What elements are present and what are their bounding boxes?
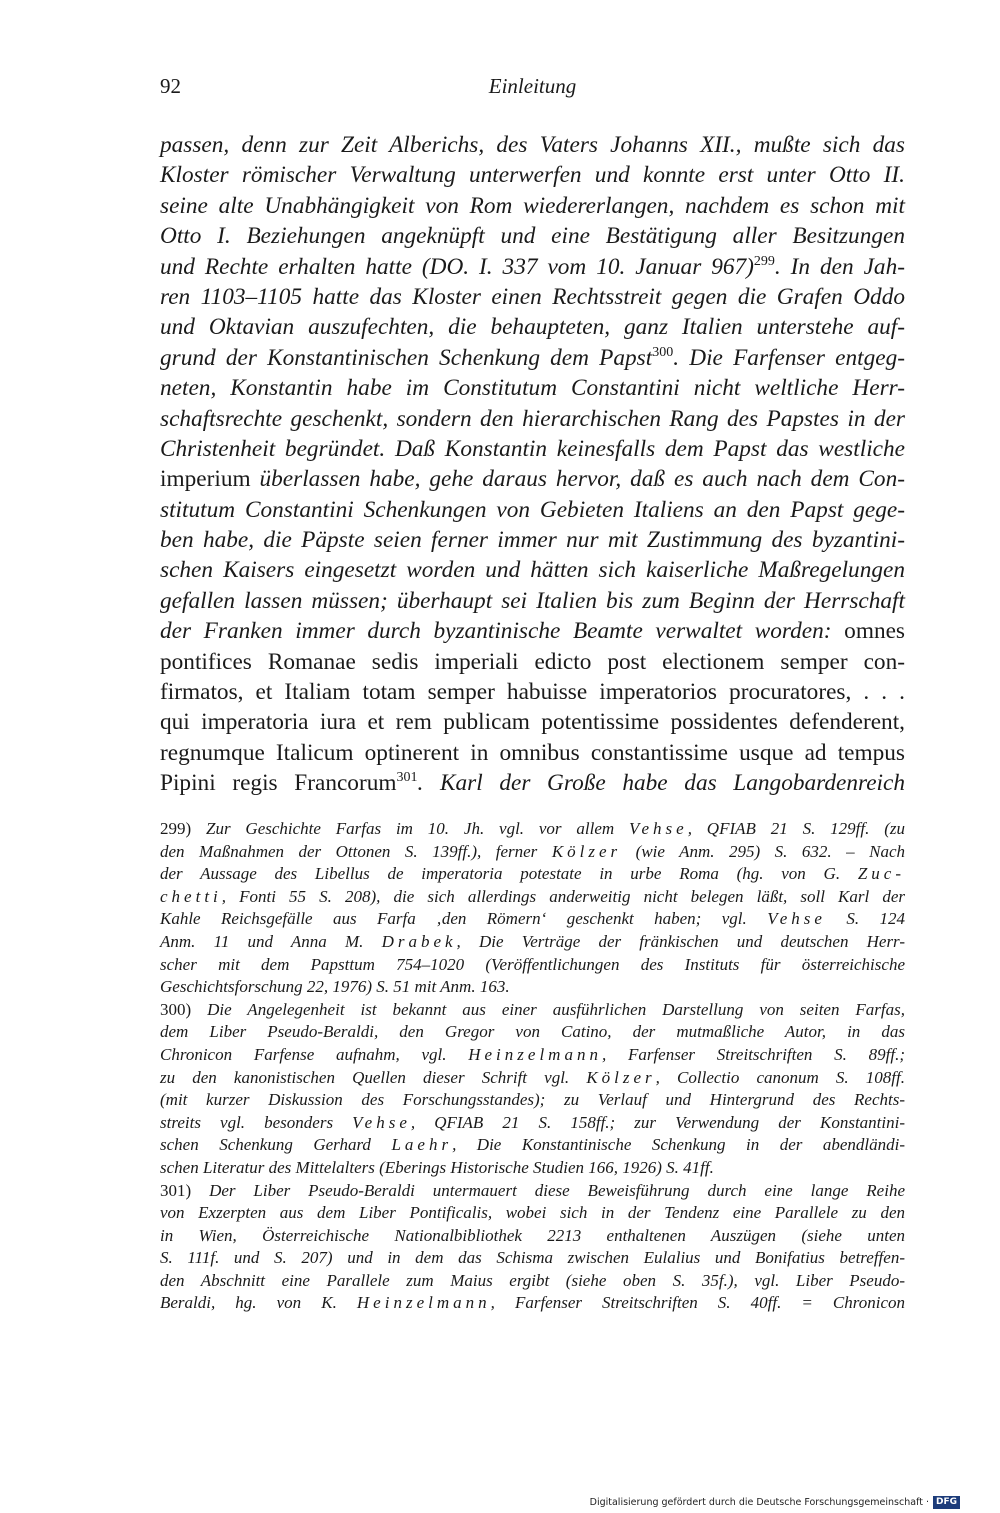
footnote-line: in Wien, Österreichische Nationalbibliothek 2213 enthaltenen Auszügen (siehe unten xyxy=(160,1225,905,1245)
footnote-line: Kahle Reichsgefälle aus Farfa ‚den Römern‘ geschenkt haben; vgl. Vehse S. 124 xyxy=(160,909,906,929)
footnote-line: Geschichtsforschung 22, 1976) S. 51 mit Anm. 163. xyxy=(160,977,510,997)
text-line: seine alte Unabhängigkeit von Rom wiedererlangen, nachdem es schon mit xyxy=(160,192,905,219)
funding-note xyxy=(590,1496,960,1509)
footnote-ref-300: 300 xyxy=(652,344,674,360)
author-name: Kölzer xyxy=(586,1067,656,1087)
author-name: chetti xyxy=(160,886,222,906)
text-line: neten, Konstantin habe im Constitutum Constantini nicht weltliche Herr- xyxy=(160,375,905,402)
footnote-line: schen Schenkung Gerhard Laehr, Die Konstantinische Schenkung in der abendländi- xyxy=(160,1135,906,1155)
footnotes xyxy=(160,818,905,1315)
author-name: Drabek xyxy=(381,931,457,951)
text-line: schaftsrechte geschenkt, sondern den hierarchischen Rang des Papstes in der xyxy=(160,405,905,432)
author-name: Kölzer xyxy=(551,841,622,861)
latin-quote: imperium xyxy=(160,466,251,493)
footnote-line: der Aussage des Libellus de imperatoria potestate in urbe Roma (hg. von G. Zuc- xyxy=(160,864,905,884)
text-line: ren 1103–1105 hatte das Kloster einen Rechtsstreit gegen die Grafen Oddo xyxy=(160,283,905,310)
footnote-line: scher mit dem Papsttum 754–1020 (Veröffentlichungen des Instituts für österreichische xyxy=(160,954,905,974)
author-name: Laehr xyxy=(391,1135,453,1155)
latin-quote-line: pontifices Romanae sedis imperiali edicto post electionem semper con- xyxy=(160,648,905,675)
text-line: der Franken immer durch byzantinische Beamte verwaltet worden: omnes xyxy=(160,618,905,645)
footnote-line: dem Liber Pseudo-Beraldi, den Gregor von Catino, der mutmaßliche Autor, in das xyxy=(160,1022,905,1042)
main-text xyxy=(160,130,905,799)
text-line: ben habe, die Päpste seien ferner immer nur mit Zustimmung des byzantini- xyxy=(160,527,905,554)
text-line: Kloster römischer Verwaltung unterwerfen und konnte erst unter Otto II. xyxy=(160,162,905,189)
funding-text: Digitalisierung gefördert durch die Deutsche Forschungsgemeinschaft · xyxy=(589,1497,929,1508)
footnote-line: streits vgl. besonders Vehse, QFIAB 21 S. 158ff.; zur Verwendung der Konstantini- xyxy=(160,1112,906,1132)
footnote-line: Beraldi, hg. von K. Heinzelmann, Farfenser Streitschriften S. 40ff. = Chronicon xyxy=(160,1293,906,1313)
footnote-line: Chronicon Farfense aufnahm, vgl. Heinzelmann, Farfenser Streitschriften S. 89ff.; xyxy=(160,1044,905,1064)
text-line: und Rechte erhalten hatte (DO. I. 337 vom 10. Januar 967)$^{299}$. In den Jah- xyxy=(160,253,905,280)
footnote-ref-301: 301 xyxy=(396,770,418,786)
text-line: Pipini regis Francorum$^{301}$. Karl der Große habe das Langobardenreich xyxy=(160,770,905,797)
footnote-line: (mit kurzer Diskussion des Forschungsstandes); zu Verlauf und Hintergrund des Rechts- xyxy=(160,1090,905,1110)
footnote-line: Anm. 11 und Anna M. Drabek, Die Verträge der fränkischen und deutschen Herr- xyxy=(160,931,905,951)
footnote-line: zu den kanonistischen Quellen dieser Schrift vgl. Kölzer, Collectio canonum S. 108ff. xyxy=(160,1067,906,1087)
footnote-ref-299: 299 xyxy=(753,253,775,269)
text-line: gefallen lassen müssen; überhaupt sei Italien bis zum Beginn der Herrschaft xyxy=(160,587,905,614)
footnote-line: den Maßnahmen der Ottonen S. 139ff.), ferner Kölzer (wie Anm. 295) S. 632. – Nach xyxy=(160,841,906,861)
footnote-line: schen Literatur des Mittelalters (Eberings Historische Studien 166, 1926) S. 41ff. xyxy=(160,1157,714,1177)
latin-quote: omnes xyxy=(844,618,905,645)
footnote-299: 299) Zur Geschichte Farfas im 10. Jh. vgl. vor allem Vehse, QFIAB 21 S. 129ff. (zu xyxy=(160,819,905,838)
footnote-line: S. 111f. und S. 207) und in dem das Schisma zwischen Eulalius und Bonifatius betreffen- xyxy=(160,1248,905,1268)
author-name: Heinzelmann xyxy=(356,1293,491,1313)
latin-quote-line: qui imperatoria iura et rem publicam potentissime possidentes defenderent, xyxy=(160,709,905,736)
footnote-line: den Abschnitt eine Parallele zum Maius ergibt (siehe oben S. 35f.), vgl. Liber Pseudo- xyxy=(160,1270,905,1290)
text-line: schen Kaisers eingesetzt worden und hätten sich kaiserliche Maßregelungen xyxy=(160,557,905,584)
latin-quote-line: firmatos, et Italiam totam semper habuisse imperatorios procuratores, . . . xyxy=(160,679,905,706)
footnote-line: von Exzerpten aus dem Liber Pontificalis, wobei sich in der Tendenz eine Parallele zu den xyxy=(160,1203,905,1223)
footnote-300: 300) Die Angelegenheit ist bekannt aus einer ausführlichen Darstellung von seiten Farfas, xyxy=(160,999,905,1019)
dfg-logo: DFG xyxy=(933,1496,960,1509)
author-name: Vehse xyxy=(352,1112,411,1132)
text-line: und Oktavian auszufechten, die behaupteten, ganz Italien unterstehe auf- xyxy=(160,314,905,341)
author-name: Heinzelmann xyxy=(468,1044,602,1064)
text-line: stitutum Constantini Schenkungen von Gebieten Italiens an den Papst gege- xyxy=(160,496,905,523)
author-name: Vehse xyxy=(767,909,826,929)
footnote-line: chetti, Fonti 55 S. 208), die sich allerdings anderweitig nicht belegen läßt, soll Karl der xyxy=(160,886,905,906)
text-line: Otto I. Beziehungen angeknüpft und eine Bestätigung aller Besitzungen xyxy=(160,223,905,250)
latin-quote-line: regnumque Italicum optinerent in omnibus constantissime usque ad tempus xyxy=(160,739,905,766)
footnote-301: 301) Der Liber Pseudo-Beraldi untermauert diese Beweisführung durch eine lange Reihe xyxy=(160,1180,905,1200)
running-head: Einleitung xyxy=(488,74,577,98)
page-number: 92 xyxy=(160,74,181,98)
text-line: grund der Konstantinischen Schenkung dem Papst$^{300}$. Die Farfenser entgeg- xyxy=(160,344,905,371)
page-header xyxy=(160,74,905,108)
text-line: Christenheit begründet. Daß Konstantin keinesfalls dem Papst das westliche xyxy=(160,435,905,462)
text-line: imperium überlassen habe, gehe daraus hervor, daß es auch nach dem Con- xyxy=(160,466,905,493)
text-line: passen, denn zur Zeit Alberichs, des Vaters Johanns XII., mußte sich das xyxy=(160,132,905,158)
author-name: Vehse xyxy=(629,819,688,838)
author-name: Zuc- xyxy=(857,864,905,884)
